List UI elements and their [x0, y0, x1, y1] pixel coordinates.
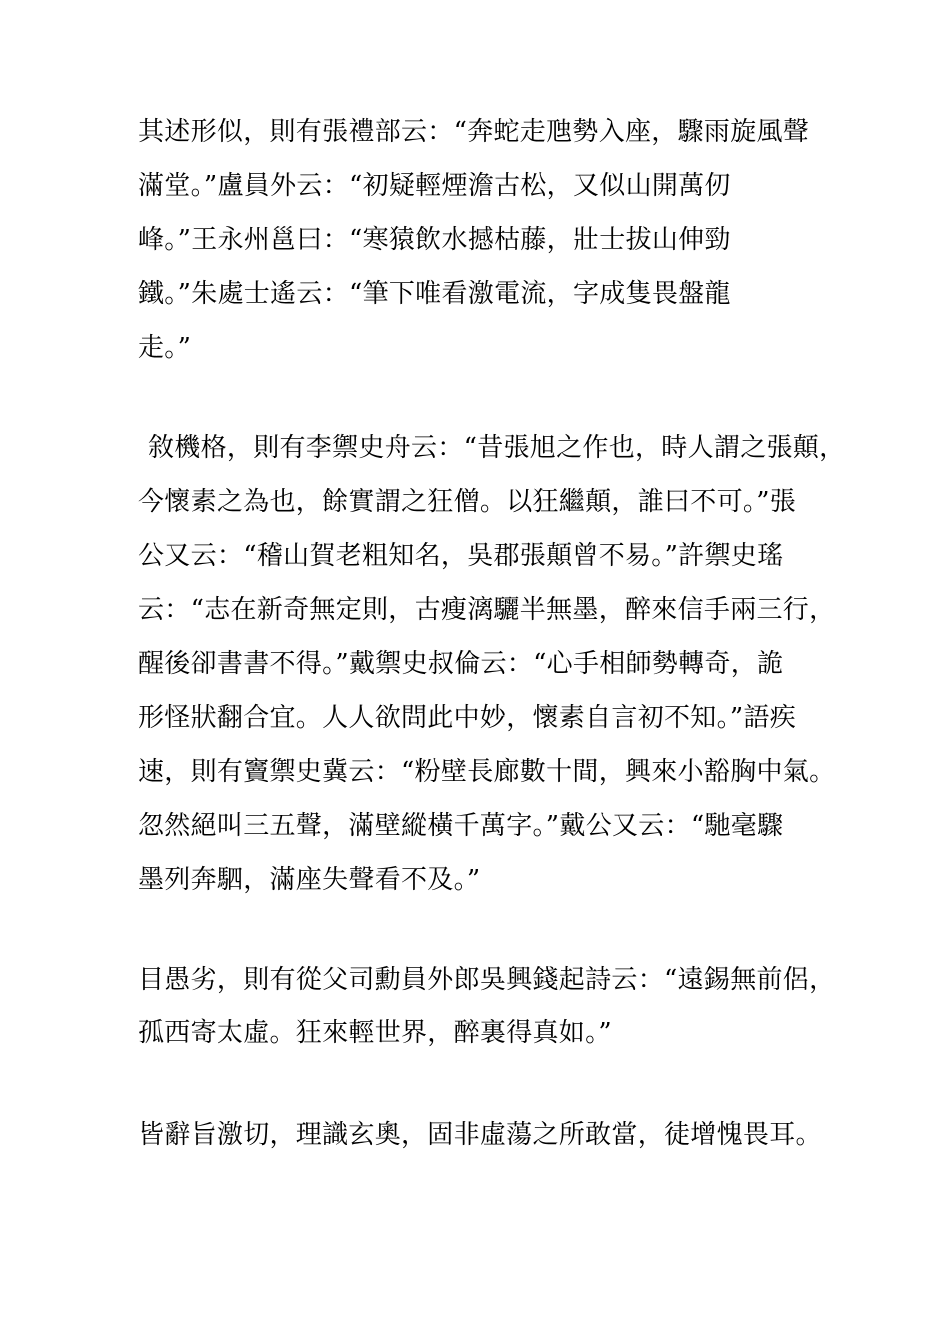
- text-line: 峰。”王永州邕曰：“寒猿飲水撼枯藤，壯士拔山伸勁: [138, 225, 731, 255]
- text-line: 墨列奔駟，滿座失聲看不及。”: [138, 865, 481, 895]
- text-line: 目愚劣，則有從父司勳員外郎吳興錢起詩云：“遠錫無前侶，: [138, 965, 836, 995]
- text-line: 走。”: [138, 333, 192, 363]
- text-line: 其述形似，則有張禮部云：“奔蛇走虺勢入座，驟雨旋風聲: [138, 117, 810, 147]
- text-line: 醒後卻書書不得。”戴禦史叔倫云：“心手相師勢轉奇，詭: [138, 649, 784, 679]
- text-line: 公又云：“稽山賀老粗知名，吳郡張顛曾不易。”許禦史瑤: [138, 541, 784, 571]
- text-line: 忽然絕叫三五聲，滿壁縱橫千萬字。”戴公又云：“馳毫驟: [138, 811, 784, 841]
- text-line: 速，則有竇禦史冀云：“粉壁長廊數十間，興來小豁胸中氣。: [138, 757, 836, 787]
- text-line: 云：“志在新奇無定則，古瘦漓驪半無墨，醉來信手兩三行，: [138, 595, 836, 625]
- text-line: 鐵。”朱處士遙云：“筆下唯看激電流，字成隻畏盤龍: [138, 279, 731, 309]
- text-line: 孤西寄太虛。狂來輕世界，醉裏得真如。”: [138, 1018, 612, 1048]
- text-line: 形怪狀翻合宜。人人欲問此中妙，懷素自言初不知。”語疾: [138, 703, 797, 733]
- text-line: 滿堂。”盧員外云：“初疑輕煙澹古松，又似山開萬仞: [138, 171, 731, 201]
- text-line: 皆辭旨激切，理識玄奧，固非虛蕩之所敢當，徒增愧畏耳。: [138, 1120, 822, 1150]
- text-line: 敘機格，則有李禦史舟云：“昔張旭之作也，時人謂之張顛，: [148, 433, 846, 463]
- text-line: 今懷素之為也，餘實謂之狂僧。以狂繼顛，誰曰不可。”張: [138, 487, 797, 517]
